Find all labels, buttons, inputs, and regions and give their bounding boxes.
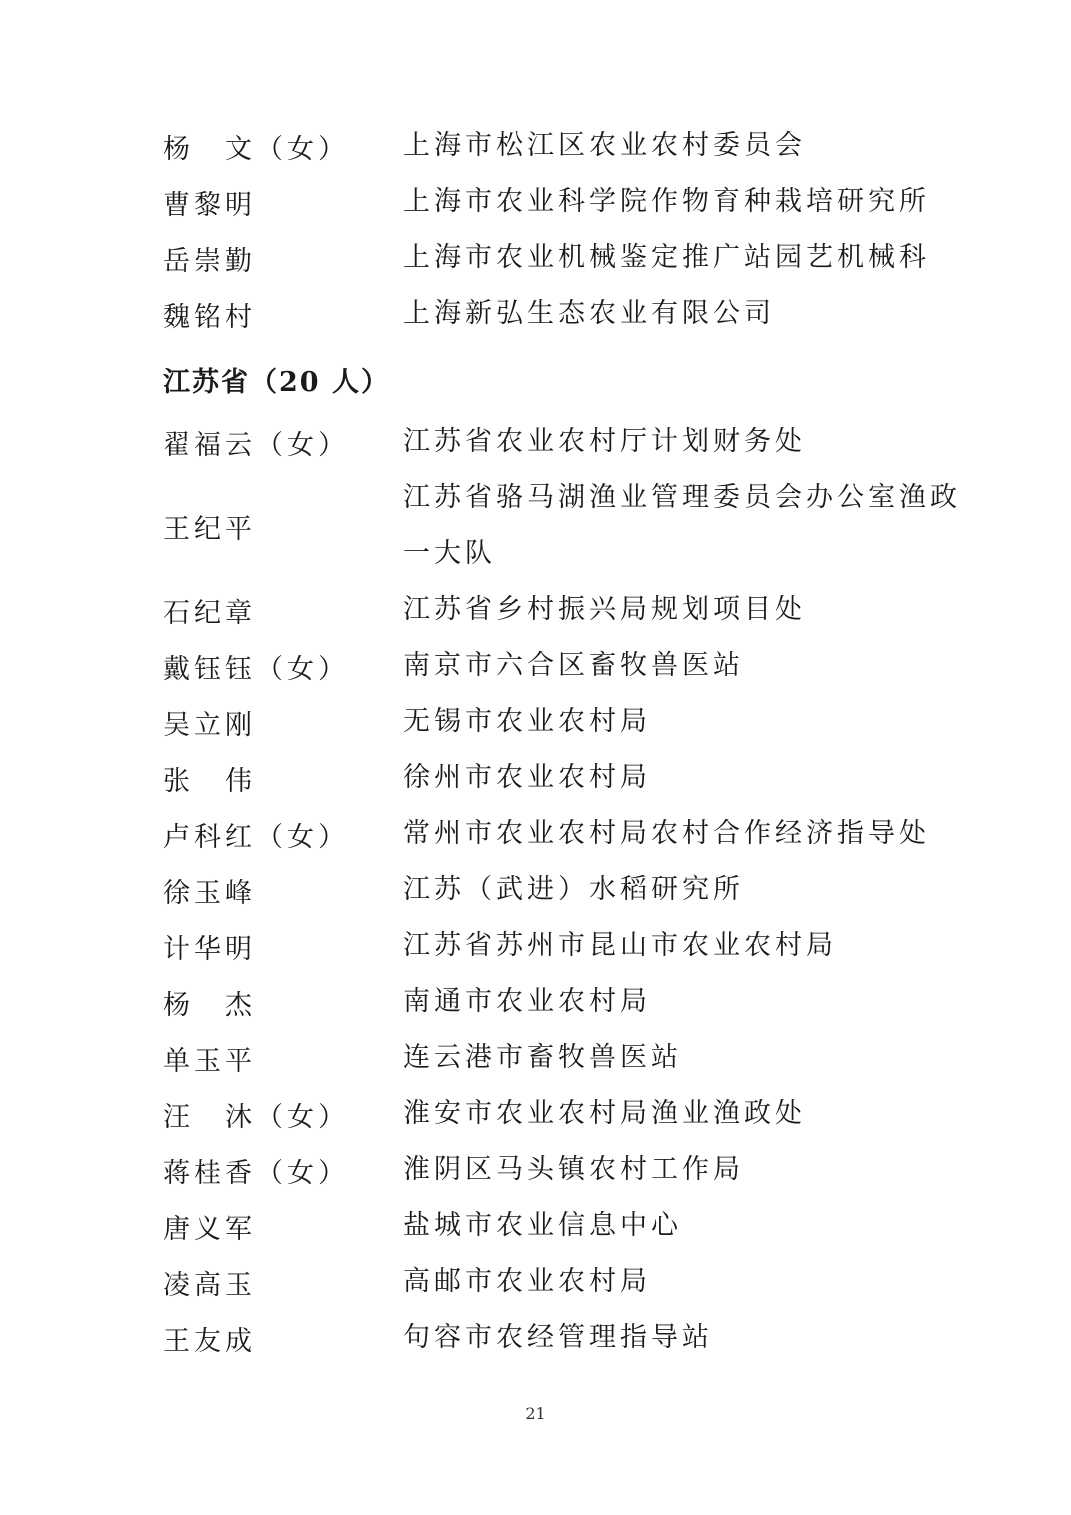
person-name: 魏铭村 [163, 301, 256, 333]
organization: 江苏省农业农村厅计划财务处 [403, 426, 806, 457]
organization: 盐城市农业信息中心 [403, 1210, 682, 1241]
person-name: 凌高玉 [163, 1269, 256, 1301]
list-item [163, 1030, 963, 1086]
list-item [163, 1198, 963, 1254]
list-item [163, 1142, 963, 1198]
organization: 上海市农业科学院作物育种栽培研究所 [403, 186, 930, 217]
organization: 无锡市农业农村局 [403, 706, 651, 737]
person-name: 徐玉峰 [163, 877, 256, 909]
list-item [163, 230, 963, 286]
organization: 江苏省苏州市昆山市农业农村局 [403, 930, 837, 961]
organization: 江苏（武进）水稻研究所 [403, 874, 744, 905]
list-item [163, 862, 963, 918]
list-item [163, 1086, 963, 1142]
list-item [163, 694, 963, 750]
list-item [163, 414, 963, 470]
list-item [163, 750, 963, 806]
person-name: 蒋桂香（女） [163, 1157, 349, 1189]
list-item [163, 806, 963, 862]
organization: 淮安市农业农村局渔业渔政处 [403, 1098, 806, 1129]
organization: 上海市松江区农业农村委员会 [403, 130, 806, 161]
page-number: 21 [525, 1404, 546, 1423]
person-name: 张 伟 [163, 765, 256, 797]
list-item [163, 918, 963, 974]
person-name: 计华明 [163, 933, 256, 965]
list-item [163, 582, 963, 638]
list-item [163, 1310, 963, 1366]
person-name: 单玉平 [163, 1045, 256, 1077]
person-name: 曹黎明 [163, 189, 256, 221]
award-list [163, 118, 963, 1366]
list-item [163, 118, 963, 174]
person-name: 王纪平 [163, 513, 256, 545]
list-item [163, 286, 963, 342]
list-item [163, 174, 963, 230]
person-name: 唐义军 [163, 1213, 256, 1245]
person-name: 岳崇勤 [163, 245, 256, 277]
organization: 淮阴区马头镇农村工作局 [403, 1154, 744, 1185]
organization: 句容市农经管理指导站 [403, 1322, 713, 1353]
list-item [163, 470, 963, 582]
list-item [163, 1254, 963, 1310]
person-name: 戴钰钰（女） [163, 653, 349, 685]
organization: 江苏省乡村振兴局规划项目处 [403, 594, 806, 625]
organization: 南通市农业农村局 [403, 986, 651, 1017]
organization: 常州市农业农村局农村合作经济指导处 [403, 818, 930, 849]
person-name: 杨 杰 [163, 989, 256, 1021]
organization: 江苏省骆马湖渔业管理委员会办公室渔政一大队 [403, 482, 961, 569]
person-name: 石纪章 [163, 597, 256, 629]
list-item [163, 638, 963, 694]
person-name: 翟福云（女） [163, 429, 349, 461]
person-name: 杨 文（女） [163, 133, 349, 165]
organization: 上海新弘生态农业有限公司 [403, 298, 775, 329]
list-item [163, 974, 963, 1030]
organization: 徐州市农业农村局 [403, 762, 651, 793]
organization: 高邮市农业农村局 [403, 1266, 651, 1297]
person-name: 吴立刚 [163, 709, 256, 741]
organization: 南京市六合区畜牧兽医站 [403, 650, 744, 681]
organization: 连云港市畜牧兽医站 [403, 1042, 682, 1073]
person-name: 王友成 [163, 1325, 256, 1357]
organization: 上海市农业机械鉴定推广站园艺机械科 [403, 242, 930, 273]
section-heading-jiangsu: 江苏省（20 人） [163, 366, 390, 398]
person-name: 汪 沐（女） [163, 1101, 349, 1133]
person-name: 卢科红（女） [163, 821, 349, 853]
